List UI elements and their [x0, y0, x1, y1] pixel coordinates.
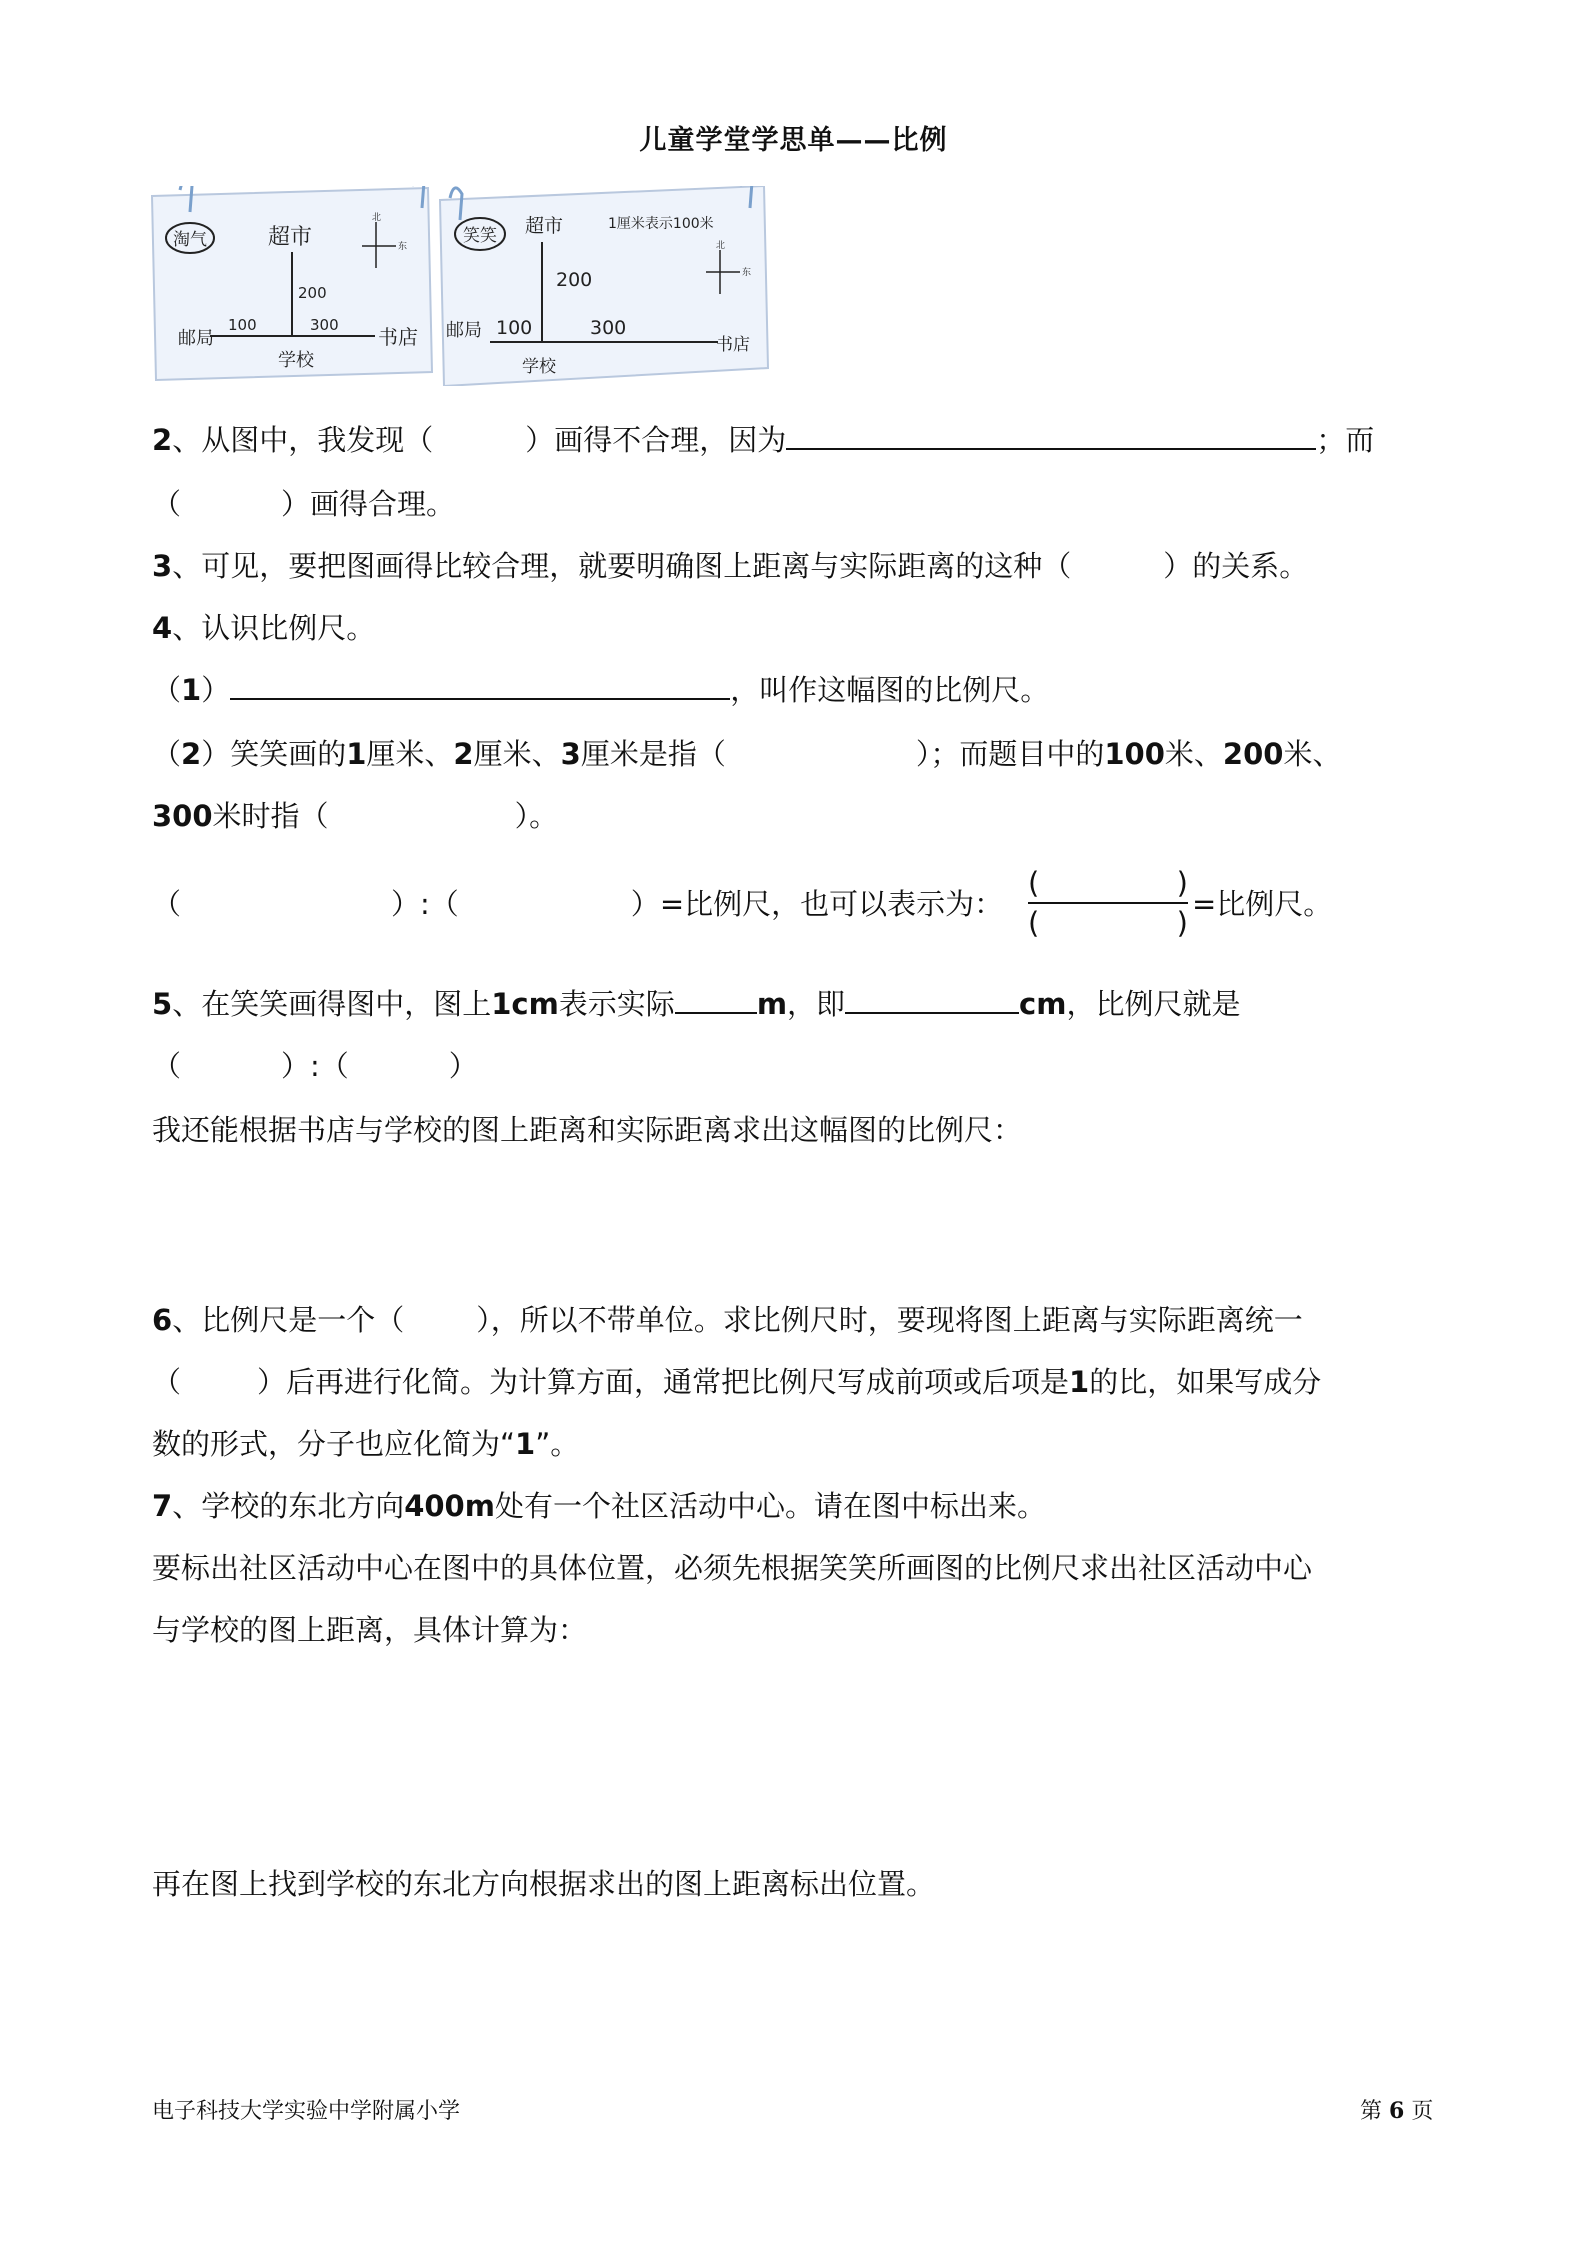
q6-line3: 数的形式，分子也应化简为“1”。 — [152, 1427, 580, 1461]
xiaoxiao-scale-note: 1厘米表示100米 — [608, 216, 714, 232]
footer-school: 电子科技大学实验中学附属小学 — [152, 2099, 461, 2124]
q7-line1: 7、学校的东北方向400m处有一个社区活动中心。请在图中标出来。 — [152, 1489, 1046, 1523]
xiaoxiao-compass-e: 东 — [742, 268, 752, 278]
xiaoxiao-tag: 笑笑 — [463, 226, 497, 246]
q7-line2: 要标出社区活动中心在图中的具体位置，必须先根据笑笑所画图的比例尺求出社区活动中心 — [152, 1551, 1313, 1585]
taoqi-tag: 淘气 — [173, 230, 207, 250]
q5-line1: 5、在笑笑画得图中，图上1cm表示实际 m，即 cm，比例尺就是 — [152, 984, 1240, 1024]
taoqi-300: 300 — [310, 316, 339, 334]
taoqi-postoffice: 邮局 — [178, 328, 214, 349]
q4-fraction-tail: =比例尺。 — [1192, 887, 1333, 921]
xiaoxiao-postoffice: 邮局 — [446, 320, 482, 341]
xiaoxiao-100: 100 — [496, 317, 533, 339]
q5-cm-blank[interactable] — [845, 984, 1019, 1014]
q3-line: 3、可见，要把图画得比较合理，就要明确图上距离与实际距离的这种（ ）的关系。 — [152, 549, 1309, 583]
xiaoxiao-supermarket: 超市 — [524, 215, 564, 237]
taoqi-school: 学校 — [278, 350, 314, 371]
q4-scale-definition-blank[interactable] — [230, 670, 730, 700]
q4-fraction: ( ) ( ) — [1028, 866, 1188, 940]
q6-line1: 6、比例尺是一个（ ），所以不带单位。求比例尺时，要现将图上距离与实际距离统一 — [152, 1303, 1303, 1337]
q7-line3: 与学校的图上距离，具体计算为： — [152, 1613, 588, 1647]
q4-ratio-line: （ ）:（ ）=比例尺，也可以表示为： — [152, 887, 1004, 921]
q4-part2-line2: 300米时指（ ）。 — [152, 799, 559, 833]
q7-line4: 再在图上找到学校的东北方向根据求出的图上距离标出位置。 — [152, 1867, 936, 1901]
page-title: 儿童学堂学思单——比例 — [639, 125, 948, 156]
taoqi-100: 100 — [228, 316, 257, 334]
xiaoxiao-200: 200 — [556, 269, 593, 291]
q2-line1: 2、从图中，我发现（ ）画得不合理，因为 ；而 — [152, 420, 1374, 460]
taoqi-200: 200 — [298, 284, 327, 302]
q2-line2: （ ）画得合理。 — [152, 487, 456, 521]
xiaoxiao-school: 学校 — [522, 357, 556, 377]
q5-line3: 我还能根据书店与学校的图上距离和实际距离求出这幅图的比例尺： — [152, 1113, 1023, 1147]
taoqi-compass-n: 北 — [372, 213, 382, 223]
map-figures — [150, 186, 770, 386]
q6-line2: （ ）后再进行化简。为计算方面，通常把比例尺写成前项或后项是1的比，如果写成分 — [152, 1365, 1322, 1399]
xiaoxiao-300: 300 — [590, 317, 627, 339]
xiaoxiao-bookstore: 书店 — [716, 335, 750, 355]
q4-part1: （1） ，叫作这幅图的比例尺。 — [152, 670, 1049, 710]
q4-heading: 4、认识比例尺。 — [152, 611, 376, 645]
figure-xiaoxiao — [440, 186, 768, 386]
q5-line2: （ ）:（ ） — [152, 1049, 478, 1083]
footer-page-number: 第 6 页 — [1360, 2098, 1434, 2124]
xiaoxiao-compass-n: 北 — [716, 241, 726, 251]
taoqi-bookstore: 书店 — [378, 325, 418, 349]
q2-reason-blank[interactable] — [786, 420, 1316, 450]
q5-meters-blank[interactable] — [675, 984, 757, 1014]
taoqi-supermarket: 超市 — [267, 225, 313, 250]
q4-part2-line1: （2）笑笑画的1厘米、2厘米、3厘米是指（ ）；而题目中的100米、200米、 — [152, 737, 1342, 771]
taoqi-compass-e: 东 — [398, 242, 408, 252]
figure-taoqi — [152, 186, 432, 380]
